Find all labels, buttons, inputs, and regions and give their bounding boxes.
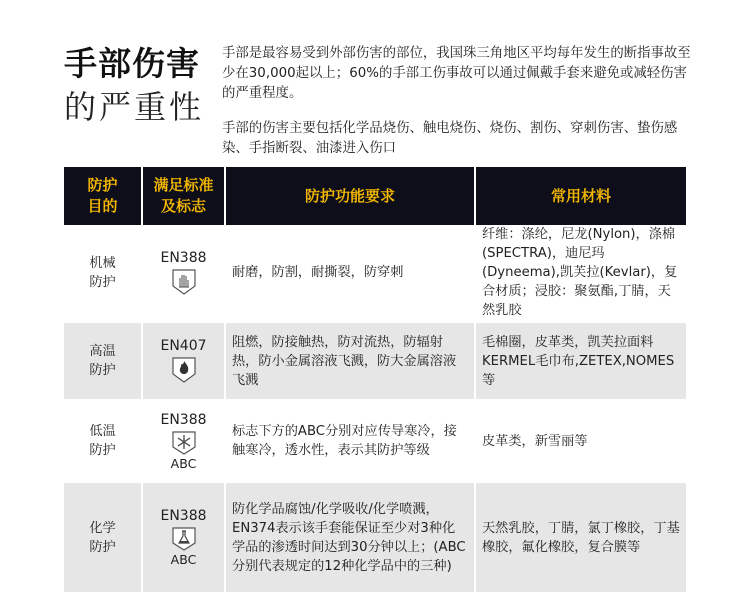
intro-text [222, 44, 692, 159]
table-row [64, 225, 686, 322]
materials-cell: 天然乳胶，丁腈，氯丁橡胶，丁基橡胶，氟化橡胶，复合膜等 [475, 482, 686, 594]
standard-code: EN407 [160, 338, 207, 354]
standard-code: EN388 [160, 411, 207, 428]
cold-snowflake-icon [171, 430, 197, 456]
table-row [64, 322, 686, 401]
standard-cell [142, 225, 225, 322]
title-block [64, 44, 224, 128]
page-title: 手部伤害 [64, 44, 200, 83]
requirements-cell: 标志下方的ABC分别对应传导寒冷，接触寒冷，透水性，表示其防护等级 [225, 401, 475, 482]
table-row [64, 482, 686, 594]
standard-code: EN388 [160, 508, 207, 524]
purpose-cell: 低温 防护 [64, 401, 142, 482]
header-requirements: 防护功能要求 [225, 167, 475, 225]
standard-abc-label: ABC [170, 552, 197, 567]
heat-flame-icon [171, 356, 197, 384]
standard-abc-label: ABC [170, 455, 197, 471]
chemical-flask-icon [171, 526, 197, 552]
requirements-cell: 阻燃，防接触热，防对流热，防辐射热，防小金属溶液飞溅，防大金属溶液飞溅 [225, 322, 475, 401]
materials-cell: 纤维：涤纶，尼龙(Nylon)，涤棉(SPECTRA)，迪尼玛(Dyneema),凯芙拉(Kevlar)，复合材质；浸胶：聚氨酯,丁腈，天然乳胶 [475, 225, 686, 322]
intro-paragraph-2: 手部的伤害主要包括化学品烧伤、触电烧伤、烧伤、割伤、穿刺伤害、蛰伤感染、手指断裂、油漆进入伤口 [222, 121, 678, 156]
protection-table [64, 167, 686, 595]
requirements-cell: 耐磨，防割，耐撕裂，防穿刺 [225, 225, 475, 322]
header-standard: 满足标准 及标志 [142, 167, 225, 225]
table-row [64, 401, 686, 482]
mechanical-hazard-glove-icon [171, 268, 197, 296]
header-materials: 常用材料 [475, 167, 686, 225]
standard-code: EN388 [160, 249, 207, 266]
materials-cell: 皮革类，新雪丽等 [475, 401, 686, 482]
materials-cell: 毛棉圈，皮革类，凯芙拉面料KERMEL毛巾布,ZETEX,NOMES等 [475, 322, 686, 401]
standard-cell [142, 322, 225, 401]
standard-cell [142, 401, 225, 482]
header-purpose: 防护 目的 [64, 167, 142, 225]
page-subtitle: 的严重性 [64, 88, 205, 126]
purpose-cell: 化学 防护 [64, 482, 142, 594]
table-header-row [64, 167, 686, 225]
purpose-cell: 机械 防护 [64, 225, 142, 322]
intro-paragraph-1: 手部是最容易受到外部伤害的部位，我国珠三角地区平均每年发生的断指事故至少在30,000起以上；60%的手部工伤事故可以通过佩戴手套来避免或减轻伤害的严重程度。 [222, 46, 691, 101]
standard-cell [142, 482, 225, 594]
purpose-cell: 高温 防护 [64, 322, 142, 401]
requirements-cell: 防化学品腐蚀/化学吸收/化学喷溅，EN374表示该手套能保证至少对3种化学品的渗透时间达到30分钟以上；(ABC 分别代表规定的12种化学品中的三种) [225, 482, 475, 594]
